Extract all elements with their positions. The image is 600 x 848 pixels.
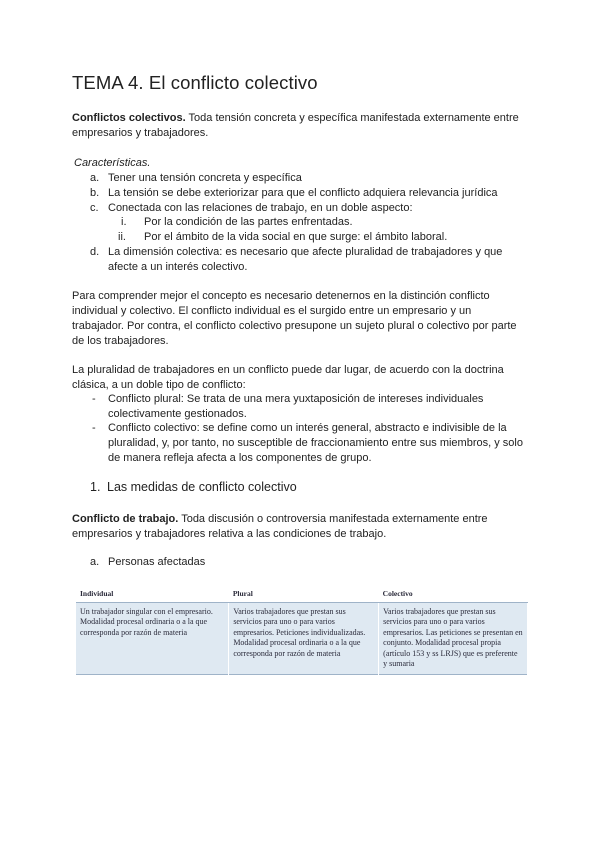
paragraph-2-line-2: individual y colectivo. El conflicto individual es el surgido entre un empresario y un [72,305,472,317]
table-header-plural: Plural [229,588,379,602]
dash-item-2-line-3: de manera refleja afecta a los componentes de grupo. [108,452,372,464]
dash-item-2-line-2: pluralidad, y, por tanto, no susceptible de fraccionamiento entre sus miembros, y solo [108,437,523,449]
list-marker-d: d. [90,246,100,258]
paragraph-2-line-3: trabajador. Por contra, el conflicto colectivo presupone un sujeto plural o colectivo por parte [72,320,517,332]
definition-2-line-2: empresarios y trabajadores relativa a las condiciones de trabajo. [72,528,387,540]
table-row [76,602,528,674]
subsection-personas-afectadas: Personas afectadas [108,556,206,568]
table-cell-colectivo: Varios trabajadores que prestan sus servicios para uno o para varios empresarios. Las peticiones se presentan en conjunto. Modalidad procesal propia (artículo 153 y ss LRJS) que es preferente y sumaria [379,602,528,674]
table-cell-plural: Varios trabajadores que prestan sus servicios para uno o para varios empresarios. Peticiones individualizadas. Modalidad procesal ordinaria o a la que corresponda por razón de materia [229,602,379,674]
list-item-c-i: Por la condición de las partes enfrentadas. [144,216,353,228]
page-title: TEMA 4. El conflicto colectivo [72,72,318,93]
table-header-colectivo: Colectivo [379,588,528,602]
section-title: Las medidas de conflicto colectivo [107,480,297,494]
list-item-b: La tensión se debe exteriorizar para que el conflicto adquiera relevancia jurídica [108,187,498,199]
paragraph-pluralidad [72,363,542,393]
paragraph-3-line-2: clásica, a un doble tipo de conflicto: [72,379,246,391]
subsection-marker-a: a. [90,556,100,568]
caracteristicas-heading: Características. [74,157,151,169]
paragraph-individual-colectivo [72,289,542,349]
dash-item-conflicto-plural [108,392,483,422]
list-item-d-line-2: afecte a un interés colectivo. [108,261,248,273]
list-marker-b: b. [90,187,100,199]
dash-marker-2: - [92,422,96,434]
list-item-d [108,245,502,275]
definition-2-line-1: Toda discusión o controversia manifestada externamente entre [178,513,488,525]
list-marker-c-i: i. [121,216,127,228]
definition-conflictos-colectivos [72,111,532,141]
dash-item-conflicto-colectivo [108,421,523,466]
list-item-a: Tener una tensión concreta y específica [108,172,302,184]
dash-item-1-line-2: colectivamente gestionados. [108,408,247,420]
list-item-d-line-1: La dimensión colectiva: es necesario que afecte pluralidad de trabajadores y que [108,246,503,258]
table-header-individual: Individual [76,588,229,602]
definition-line-2: empresarios y trabajadores. [72,127,209,139]
table-cell-individual: Un trabajador singular con el empresario. Modalidad procesal ordinaria o a la que corresponda por razón de materia [76,602,229,674]
personas-afectadas-table [76,588,528,675]
definition-conflicto-de-trabajo [72,512,532,542]
table-bottom-rule [76,674,528,675]
list-marker-a: a. [90,172,100,184]
table-header-row [76,588,528,602]
paragraph-2-line-1: Para comprender mejor el concepto es necesario detenernos en la distinción conflicto [72,290,490,302]
dash-item-2-line-1: Conflicto colectivo: se define como un interés general, abstracto e indivisible de la [108,422,507,434]
list-marker-c: c. [90,202,99,214]
definition-line-1: Toda tensión concreta y específica manifestada externamente entre [185,112,519,124]
section-number: 1. [90,480,101,494]
list-marker-c-ii: ii. [118,231,126,243]
paragraph-3-line-1: La pluralidad de trabajadores en un conflicto puede dar lugar, de acuerdo con la doctrina [72,364,504,376]
list-item-c: Conectada con las relaciones de trabajo, en un doble aspecto: [108,202,413,214]
term-conflictos-colectivos: Conflictos colectivos. [72,112,186,124]
dash-marker-1: - [92,393,96,405]
dash-item-1-line-1: Conflicto plural: Se trata de una mera yuxtaposición de intereses individuales [108,393,484,405]
paragraph-2-line-4: de los trabajadores. [72,335,169,347]
list-item-c-ii: Por el ámbito de la vida social en que surge: el ámbito laboral. [144,231,448,243]
term-conflicto-de-trabajo: Conflicto de trabajo. [72,513,179,525]
